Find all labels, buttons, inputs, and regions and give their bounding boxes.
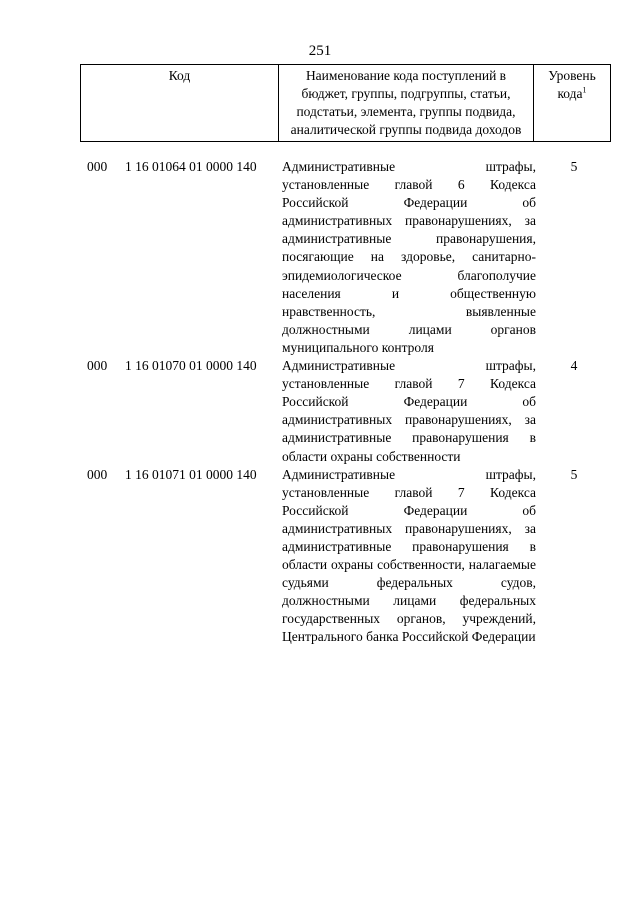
- page-number: 251: [308, 43, 332, 59]
- row-level: 5: [570, 159, 578, 174]
- row-level: 5: [570, 466, 578, 482]
- header-level-text: Уровень код: [548, 68, 596, 101]
- row-code: 1 16 01070 01 0000 140: [125, 358, 257, 374]
- header-code: Код: [81, 65, 279, 142]
- row-prefix: 000: [87, 358, 108, 374]
- row-name: Административные штрафы, установленные главой 7 Кодекса Российской Федерации об административных правонарушениях, за административные правонарушения в области охраны собственности, налагаемые судьями федеральных судов, должностными лицами федеральных государственных органов, учреждений, Центрального банка Российской Федерации: [282, 466, 536, 645]
- table-row: [0, 158, 640, 357]
- header-name: Наименование кода поступлений в бюджет, группы, подгруппы, статьи, подстатьи, элемента, группы подвида, аналитической группы подвида доходов: [279, 65, 534, 142]
- row-prefix: 000: [87, 466, 108, 482]
- row-prefix: 000: [87, 159, 108, 174]
- header-level: [534, 65, 611, 142]
- row-level: 4: [570, 358, 578, 374]
- row-code: 1 16 01071 01 0000 140: [125, 466, 257, 482]
- row-code: 1 16 01064 01 0000 140: [125, 159, 257, 174]
- table-header: [80, 64, 611, 142]
- table-row: [0, 357, 640, 466]
- row-name: Административные штрафы, установленные главой 6 Кодекса Российской Федерации об административных правонарушениях, за административные правонарушения, посягающие на здоровье, санитарно-эпидемиологическое благополучие населения и общественную нравственность, выявленные должностными лицами органов муниципального контроля: [282, 159, 536, 355]
- header-level-footnote: 1: [582, 85, 587, 95]
- table-body: [0, 158, 640, 647]
- table-row: [0, 466, 640, 647]
- row-name: Административные штрафы, установленные главой 7 Кодекса Российской Федерации об административных правонарушениях, за административные правонарушения в области охраны собственности: [282, 358, 536, 464]
- header-level-suffix: а: [576, 86, 583, 101]
